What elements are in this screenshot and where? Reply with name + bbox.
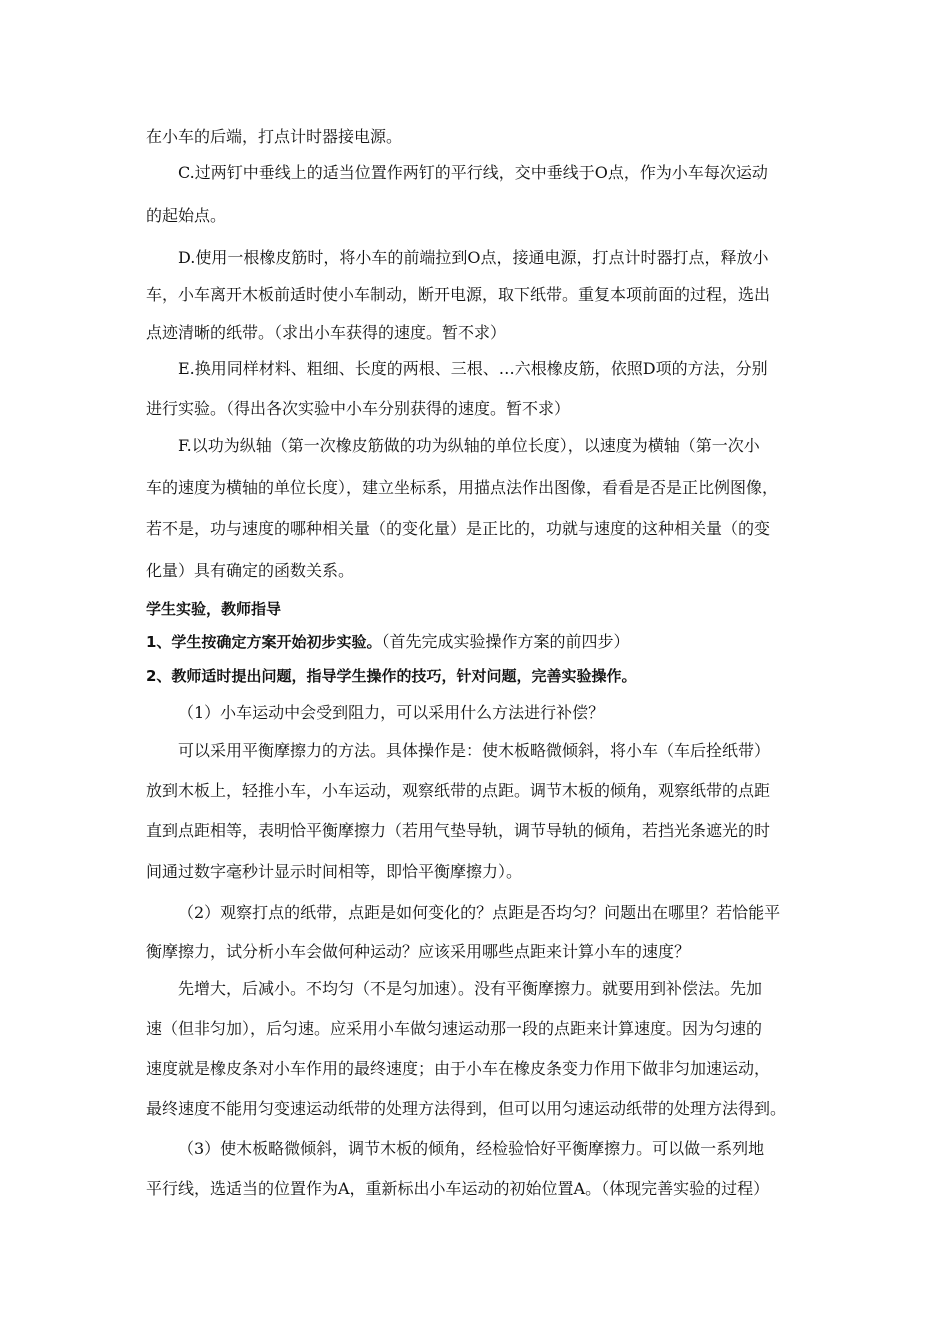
text-line: F.以功为纵轴（第一次橡皮筋做的功为纵轴的单位长度），以速度为横轴（第一次小 (178, 436, 760, 455)
text-line: 可以采用平衡摩擦力的方法。具体操作是：使木板略微倾斜，将小车（车后拴纸带） (178, 741, 771, 760)
numbered-item-1-note: （首先完成实验操作方案的前四步） (381, 632, 630, 651)
text-line: 最终速度不能用匀变速运动纸带的处理方法得到，但可以用匀速运动纸带的处理方法得到。 (146, 1099, 787, 1118)
text-line: （2）观察打点的纸带，点距是如何变化的？点距是否均匀？问题出在哪里？若恰能平 (178, 903, 781, 922)
text-line: D.使用一根橡皮筋时，将小车的前端拉到O点，接通电源，打点计时器打点，释放小 (178, 248, 769, 267)
text-line: （3）使木板略微倾斜，调节木板的倾角，经检验恰好平衡摩擦力。可以做一系列地 (178, 1139, 765, 1158)
text-line: 间通过数字毫秒计显示时间相等，即恰平衡摩擦力）。 (146, 862, 523, 881)
text-line: （1）小车运动中会受到阻力，可以采用什么方法进行补偿？ (178, 703, 605, 722)
text-line: 速度就是橡皮条对小车作用的最终速度；由于小车在橡皮条变力作用下做非匀加速运动， (146, 1059, 771, 1078)
text-line: 速（但非匀加），后匀速。应采用小车做匀速运动那一段的点距来计算速度。因为匀速的 (146, 1019, 763, 1038)
section-heading: 学生实验，教师指导 (146, 600, 282, 618)
text-line: 车，小车离开木板前适时使小车制动，断开电源，取下纸带。重复本项前面的过程，选出 (146, 285, 771, 304)
text-line: 先增大，后减小。不均匀（不是匀加速）。没有平衡摩擦力。就要用到补偿法。先加 (178, 979, 763, 998)
text-line: 若不是，功与速度的哪种相关量（的变化量）是正比的，功就与速度的这种相关量（的变 (146, 519, 771, 538)
text-line: 的起始点。 (146, 206, 227, 225)
text-line: 放到木板上，轻推小车，小车运动，观察纸带的点距。调节木板的倾角，观察纸带的点距 (146, 781, 771, 800)
text-line: 直到点距相等，表明恰平衡摩擦力（若用气垫导轨，调节导轨的倾角，若挡光条遮光的时 (146, 821, 771, 840)
text-line: 进行实验。（得出各次实验中小车分别获得的速度。暂不求） (146, 399, 571, 418)
text-line: C.过两钉中垂线上的适当位置作两钉的平行线，交中垂线于O点，作为小车每次运动 (178, 163, 768, 182)
text-line: 点迹清晰的纸带。（求出小车获得的速度。暂不求） (146, 323, 507, 342)
text-line: 车的速度为横轴的单位长度），建立坐标系，用描点法作出图像，看看是否是正比例图像， (146, 478, 779, 497)
text-line: 衡摩擦力，试分析小车会做何种运动？应该采用哪些点距来计算小车的速度？ (146, 942, 691, 961)
numbered-item-1 (0, 631, 950, 653)
text-line: 平行线，选适当的位置作为A，重新标出小车运动的初始位置A。（体现完善实验的过程） (146, 1179, 770, 1198)
text-line: E.换用同样材料、粗细、长度的两根、三根、…六根橡皮筋，依照D项的方法，分别 (178, 359, 768, 378)
text-line: 在小车的后端，打点计时器接电源。 (146, 127, 403, 146)
numbered-item-2: 2、教师适时提出问题，指导学生操作的技巧，针对问题，完善实验操作。 (146, 667, 637, 685)
numbered-item-1-lead: 1、学生按确定方案开始初步实验。 (146, 633, 382, 651)
text-line: 化量）具有确定的函数关系。 (146, 561, 355, 580)
